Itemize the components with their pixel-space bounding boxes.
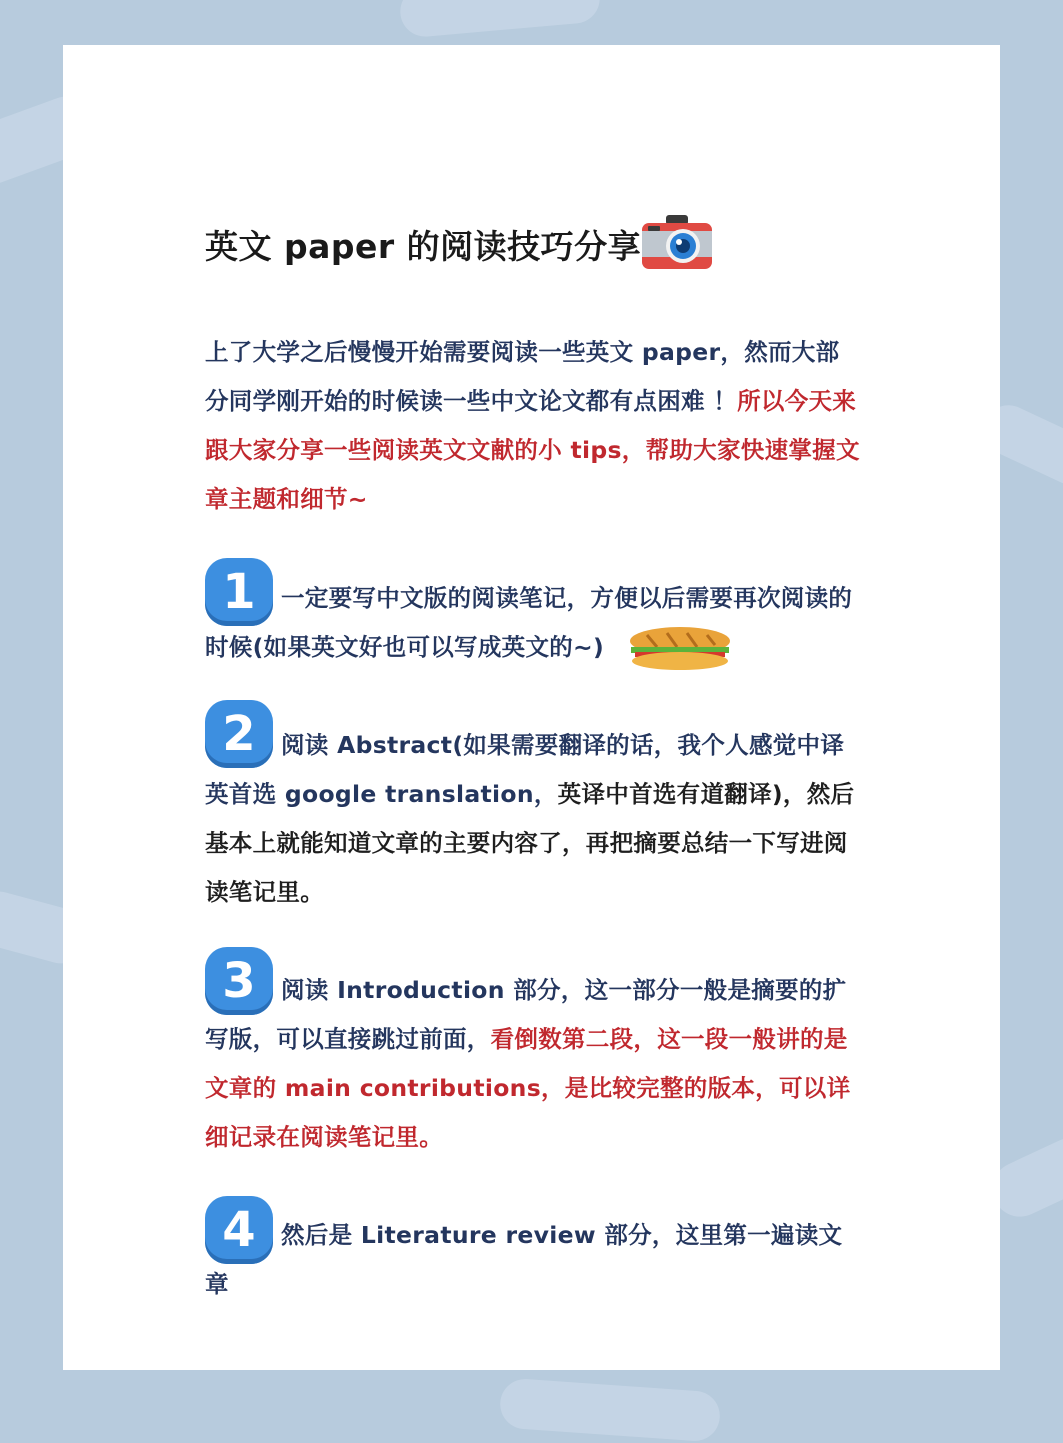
step-2-text xyxy=(205,721,861,917)
step-3-text-navy: 阅读 Introduction 部分，这一部分一般是摘要的扩写版，可以直接跳过前面， xyxy=(205,976,847,1053)
step-3-text xyxy=(205,966,861,1162)
intro-text-navy: 上了大学之后慢慢开始需要阅读一些英文 paper，然而大部分同学刚开始的时候读一些中文论文都有点困难 ！ xyxy=(205,338,840,415)
camera-icon xyxy=(640,213,714,275)
sandwich-icon xyxy=(627,625,733,673)
step-badge-1: 1 xyxy=(205,558,273,626)
step-1-text xyxy=(205,574,861,673)
intro-paragraph xyxy=(205,328,861,524)
step-2-text-navy: 阅读 Abstract(如果需要翻译的话，我个人感觉中译英首选 google translation， xyxy=(205,731,845,808)
step-4-text-body: 然后是 Literature review 部分，这里第一遍读文章 xyxy=(205,1221,843,1298)
step-2-text-dark: 英译中首选有道翻译)，然后基本上就能知道文章的主要内容了，再把摘要总结一下写进阅读笔记里。 xyxy=(205,780,855,906)
page-title: 英文 paper 的阅读技巧分享 xyxy=(205,227,642,266)
step-4-text xyxy=(205,1211,861,1309)
step-badge-3: 3 xyxy=(205,947,273,1015)
step-badge-2: 2 xyxy=(205,700,273,768)
background-stroke xyxy=(398,0,602,39)
step-3-text-red: 看倒数第二段，这一段一般讲的是文章的 main contributions，是比较完整的版本，可以详细记录在阅读笔记里。 xyxy=(205,1025,851,1151)
step-badge-4: 4 xyxy=(205,1196,273,1264)
intro-text-red: 所以今天来跟大家分享一些阅读英文文献的小 tips，帮助大家快速掌握文章主题和细节~ xyxy=(205,387,860,513)
step-1-text-body: 一定要写中文版的阅读笔记，方便以后需要再次阅读的时候(如果英文好也可以写成英文的~) xyxy=(205,584,853,661)
content-card xyxy=(63,45,1000,1370)
background-stroke xyxy=(499,1377,722,1442)
